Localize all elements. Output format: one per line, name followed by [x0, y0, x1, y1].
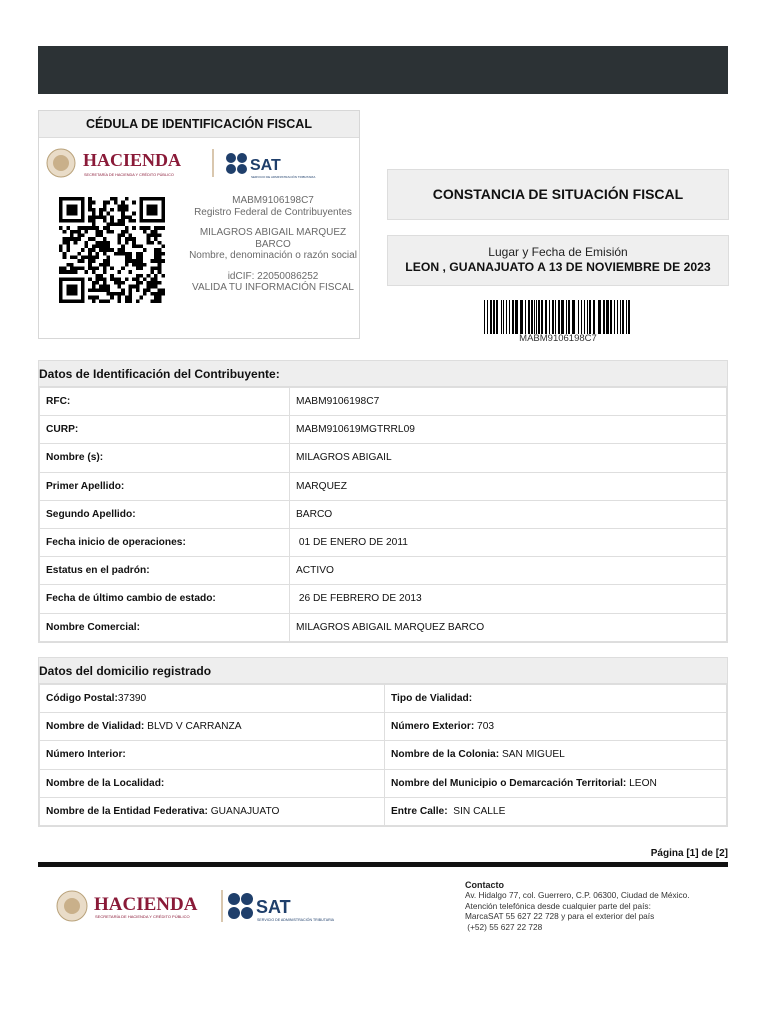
address-value: SAN MIGUEL	[499, 749, 565, 761]
lugar-fecha-box	[387, 235, 729, 286]
table-row	[40, 444, 727, 472]
address-label: Nombre de la Localidad:	[46, 777, 165, 789]
row-value: MILAGROS ABIGAIL MARQUEZ BARCO	[290, 613, 727, 641]
address-label: Nombre de la Entidad Federativa:	[46, 805, 208, 817]
table-row	[40, 500, 727, 528]
row-value: BARCO	[290, 500, 727, 528]
cedula-title: CÉDULA DE IDENTIFICACIÓN FISCAL	[39, 111, 359, 138]
table-row	[40, 528, 727, 556]
page-indicator: Página [1] de [2]	[650, 848, 728, 859]
address-cell	[385, 797, 727, 825]
row-value: MARQUEZ	[290, 472, 727, 500]
cedula-rfc-label: Registro Federal de Contribuyentes	[194, 206, 352, 218]
table-row	[40, 557, 727, 585]
header-bar	[38, 46, 728, 94]
address-value: 703	[474, 721, 495, 733]
contacto-line: Av. Hidalgo 77, col. Guerrero, C.P. 06300, Ciudad de México.	[465, 890, 690, 901]
table-row	[40, 685, 727, 713]
footer-logo	[56, 886, 356, 926]
row-label: Nombre Comercial:	[40, 613, 290, 641]
address-label: Entre Calle:	[391, 805, 448, 817]
table-row	[40, 741, 727, 769]
sat-subtitle: SERVICIO DE ADMINISTRACIÓN TRIBUTARIA	[251, 175, 316, 179]
row-label: Fecha de último cambio de estado:	[40, 585, 290, 613]
address-label: Nombre del Municipio o Demarcación Territorial:	[391, 777, 627, 789]
sat-wordmark: SAT	[250, 157, 281, 174]
footer-hacienda-subtitle: SECRETARÍA DE HACIENDA Y CRÉDITO PÚBLICO	[95, 914, 190, 919]
table-row	[40, 585, 727, 613]
barcode-text: MABM9106198C7	[519, 333, 597, 344]
address-label: Nombre de Vialidad:	[46, 721, 145, 733]
row-label: Primer Apellido:	[40, 472, 290, 500]
table-row	[40, 713, 727, 741]
sat-icon	[228, 893, 253, 919]
lugar-label: Lugar y Fecha de Emisión	[488, 245, 628, 259]
row-label: Fecha inicio de operaciones:	[40, 528, 290, 556]
row-value: 26 DE FEBRERO DE 2013	[290, 585, 727, 613]
contacto-title: Contacto	[465, 880, 504, 890]
cedula-name-label: Nombre, denominación o razón social	[189, 250, 357, 261]
qr-code[interactable]	[59, 195, 165, 305]
table-row	[40, 388, 727, 416]
address-cell	[385, 741, 727, 769]
contacto-line: Atención telefónica desde cualquier parte del país:	[465, 900, 651, 911]
row-label: Nombre (s):	[40, 444, 290, 472]
row-value: MILAGROS ABIGAIL	[290, 444, 727, 472]
address-label: Código Postal:	[46, 693, 118, 705]
address-cell	[385, 685, 727, 713]
address-cell	[40, 713, 385, 741]
address-cell	[385, 713, 727, 741]
cedula-valida: VALIDA TU INFORMACIÓN FISCAL	[192, 282, 354, 293]
cedula-rfc: MABM9106198C7	[232, 195, 314, 206]
address-label: Nombre de la Colonia:	[391, 749, 500, 761]
row-value: MABM9106198C7	[290, 388, 727, 416]
address-label: Número Exterior:	[391, 721, 475, 733]
address-cell	[385, 769, 727, 797]
row-label: Estatus en el padrón:	[40, 557, 290, 585]
address-label: Tipo de Vialidad:	[391, 693, 473, 705]
table-row	[40, 613, 727, 641]
address-value: BLVD V CARRANZA	[144, 721, 242, 733]
table-row	[40, 416, 727, 444]
barcode	[484, 300, 632, 334]
hacienda-wordmark: HACIENDA	[83, 150, 182, 170]
contacto-block	[465, 880, 735, 932]
table-row	[40, 769, 727, 797]
address-label: Número Interior:	[46, 749, 126, 761]
address-cell	[40, 685, 385, 713]
row-label: Segundo Apellido:	[40, 500, 290, 528]
address-value: LEON	[626, 777, 657, 789]
sat-icon	[226, 153, 247, 174]
footer-sat-subtitle: SERVICIO DE ADMINISTRACIÓN TRIBUTARIA	[257, 918, 335, 922]
cedula-name: MILAGROS ABIGAIL MARQUEZ BARCO	[199, 227, 347, 250]
address-cell	[40, 797, 385, 825]
identificacion-section	[38, 360, 728, 643]
row-label: RFC:	[40, 388, 290, 416]
cedula-idcif: idCIF: 22050086252	[227, 270, 319, 282]
footer-hacienda-wordmark: HACIENDA	[94, 894, 198, 915]
cedula-info	[189, 195, 357, 303]
domicilio-table	[39, 684, 727, 826]
domicilio-section	[38, 657, 728, 827]
address-value: GUANAJUATO	[207, 805, 280, 817]
table-row	[40, 472, 727, 500]
row-value: MABM910619MGTRRL09	[290, 416, 727, 444]
row-label: CURP:	[40, 416, 290, 444]
footer-sat-wordmark: SAT	[256, 897, 291, 917]
domicilio-title: Datos del domicilio registrado	[39, 658, 727, 684]
cedula-card	[38, 110, 360, 339]
address-cell	[40, 769, 385, 797]
footer-rule	[38, 862, 728, 867]
address-cell	[40, 741, 385, 769]
address-value: SIN CALLE	[447, 805, 506, 817]
address-value: 37390	[117, 693, 147, 705]
identificacion-title: Datos de Identificación del Contribuyente:	[39, 361, 727, 387]
hacienda-subtitle: SECRETARÍA DE HACIENDA Y CRÉDITO PÚBLICO	[84, 173, 174, 177]
row-value: ACTIVO	[290, 557, 727, 585]
identificacion-table	[39, 387, 727, 642]
contacto-line: (+52) 55 627 22 728	[465, 921, 543, 932]
contacto-line: MarcaSAT 55 627 22 728 y para el exterior del país	[465, 911, 655, 922]
table-row	[40, 797, 727, 825]
hacienda-sat-logo	[45, 143, 355, 183]
lugar-value: LEON , GUANAJUATO A 13 DE NOVIEMBRE DE 2023	[405, 260, 711, 274]
row-value: 01 DE ENERO DE 2011	[290, 528, 727, 556]
constancia-title: CONSTANCIA DE SITUACIÓN FISCAL	[387, 169, 729, 220]
